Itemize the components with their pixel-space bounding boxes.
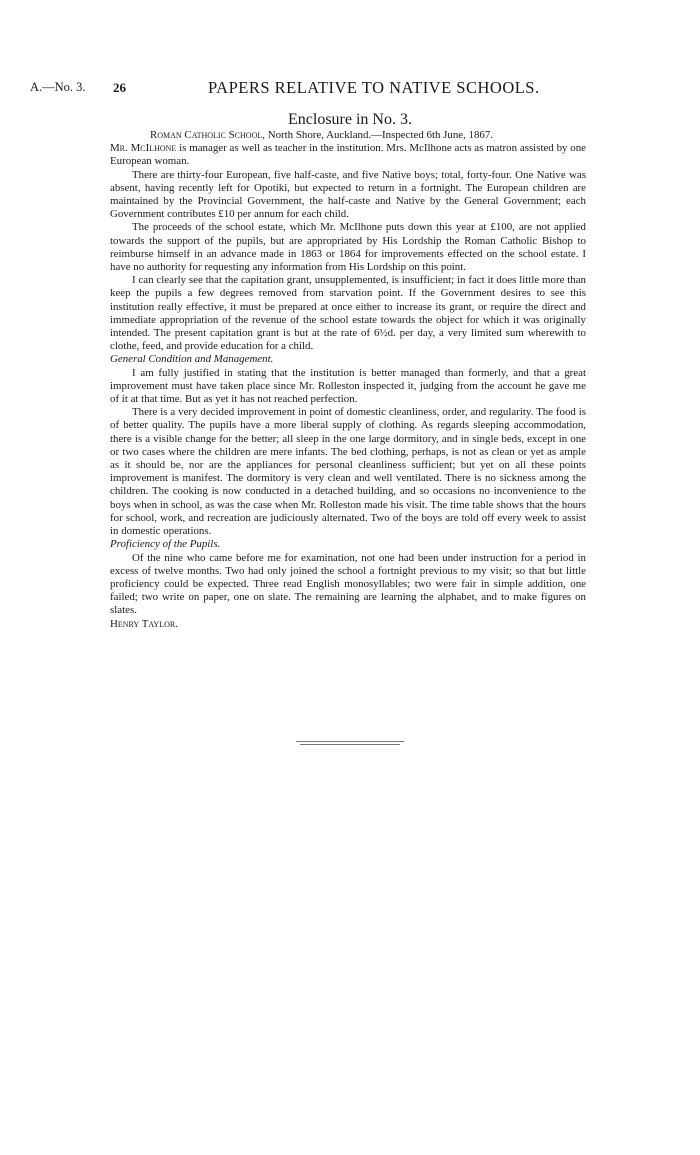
paragraph-examination: Of the nine who came before me for examination, not one had been under instruction for a period in excess of twelve months. Two had only joined the school a fortnight previous to my visit; so that but little proficiency could be expected. Three read English monosyllables; two were fair in simple addition, one failed; two write on paper, one on slate. The remaining are learning the alphabet, and to make figures on slates. [110,551,586,617]
paragraph-improvement: I am fully justified in stating that the institution is better managed than formerly, and that a great improvement must have taken place since Mr. Rolleston inspected it, judging from the account he gave me of it at that time. But as yet it has not reached perfection. [110,366,586,406]
paragraph-enrolment: There are thirty-four European, five half-caste, and five Native boys; total, forty-four. One Native was absent, having recently left for Opotiki, but expected to return in a fortnight. The European children are maintained by the Provincial Government, the half-caste and Native by the General Government; each Government contributes £10 per annum for each child. [110,168,586,221]
manager-name: Mr. McIlhone [110,142,177,155]
inspector-name: Henry Taylor. [110,617,178,630]
subheading-general-condition: General Condition and Management. [110,353,274,366]
document-reference: A.—No. 3. [30,80,86,94]
paragraph-manager [110,142,586,168]
manager-text: is manager as well as teacher in the institution. Mrs. McIlhone acts as matron assisted by one European woman. [110,142,587,168]
report-body [110,129,586,631]
running-title: PAPERS RELATIVE TO NATIVE SCHOOLS. [208,78,540,97]
section-divider-top [0,741,700,742]
section-divider-bottom [0,744,700,745]
school-inspection-line [110,129,586,142]
school-location-date: North Shore, Auckland.—Inspected 6th June, 1867. [264,129,494,141]
paragraph-domestic-conditions: There is a very decided improvement in point of domestic cleanliness, order, and regularity. The food is of better quality. The pupils have a more liberal supply of clothing. As regards sleeping accommodation, there is a visible change for the better; all sleep in the one large dormitory, and in single beds, except in one or two cases where the children are mere infants. The bed clothing, perhaps, is not as clean or yet as ample as it should be, nor are the appliances for personal cleanliness sufficient; but yet on all these points improvement is manifest. The dormitory is very clean and well ventilated. There is no sickness among the children. The cooking is now conducted in a detached building, and so occasions no inconvenience to the boys when in school, as was the case when Mr. Rolleston made his visit. The time table shows that the hours for school, work, and recreation are judiciously alternated. Two of the boys are told off every week to assist in domestic operations. [110,406,586,538]
subheading-proficiency: Proficiency of the Pupils. [110,538,221,551]
school-name: Roman Catholic School, [150,129,265,141]
enclosure-heading: Enclosure in No. 3. [288,111,412,128]
paragraph-school-estate: The proceeds of the school estate, which Mr. McIlhone puts down this year at £100, are not applied towards the support of the pupils, but are appropriated by His Lordship the Roman Catholic Bishop to reimburse himself in an advance made in 1863 or 1864 for improvements effected on the school estate. I have no authority for requesting any information from His Lordship on this point. [110,221,586,274]
page-number: 26 [113,80,126,95]
page-header [30,80,670,100]
signature [110,618,586,631]
paragraph-capitation-grant: I can clearly see that the capitation grant, unsupplemented, is insufficient; in fact it does little more than keep the pupils a few degrees removed from starvation point. If the Government desires to see this institution really effective, it must be prepared at once either to increase its grant, or require the direct and immediate appropriation of the revenue of the school estate towards the object for which it was originally intended. The present capitation grant is but at the rate of 6½d. per day, a very limited sum wherewith to clothe, feed, and provide education for a child. [110,274,586,353]
